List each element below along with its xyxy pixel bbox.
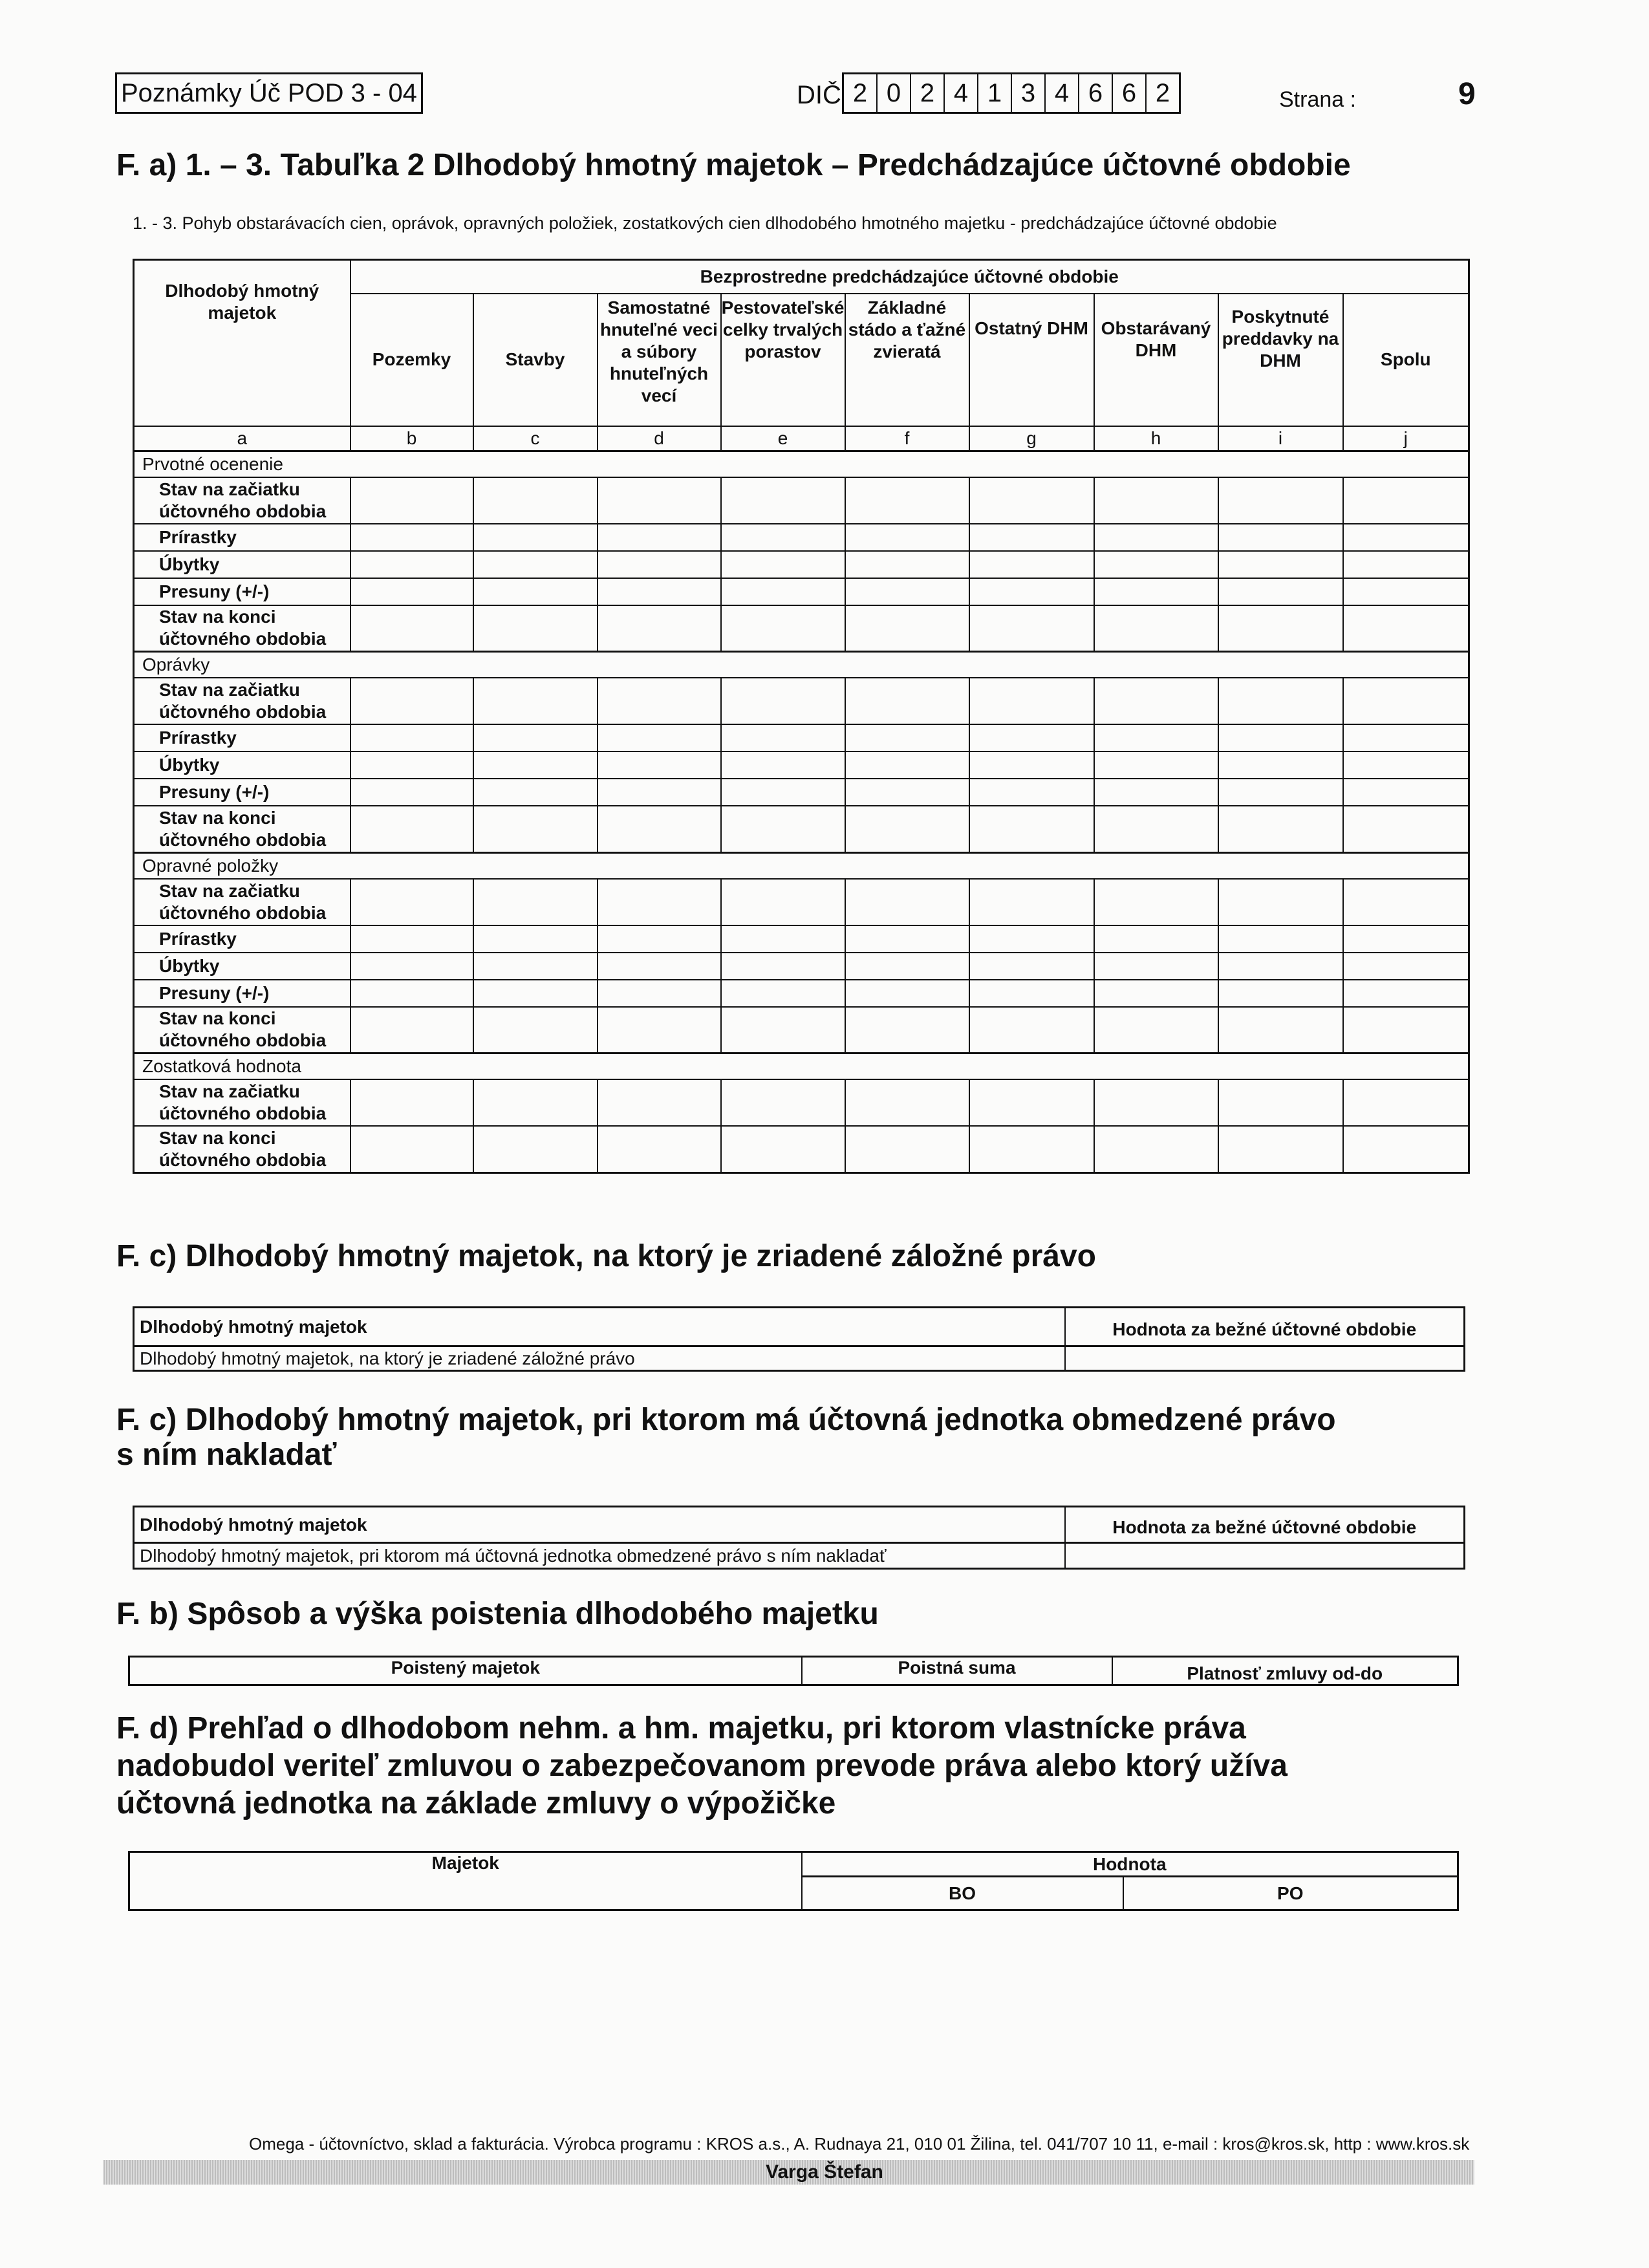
restricted-row-label: Dlhodobý hmotný majetok, pri ktorom má účtovná jednotka obmedzené právo s ním nakladať: [134, 1543, 1065, 1569]
cell[interactable]: [969, 925, 1094, 953]
row-label: Presuny (+/-): [134, 578, 350, 605]
cell[interactable]: [1094, 724, 1218, 751]
cell[interactable]: [721, 605, 845, 652]
ownership-col-bo: BO: [802, 1877, 1123, 1910]
row-label: Presuny (+/-): [134, 980, 350, 1007]
cell[interactable]: [598, 605, 721, 652]
table-row: [134, 806, 1469, 852]
cell[interactable]: [1343, 1079, 1469, 1126]
cell[interactable]: [845, 724, 969, 751]
col-header-pestovatelske-celky: Pestovateľské celky trvalých porastov: [721, 294, 845, 426]
cell[interactable]: [1218, 1007, 1343, 1053]
col-header-stavby: Stavby: [473, 294, 598, 426]
cell[interactable]: [1343, 779, 1469, 806]
ownership-col-value: Hodnota: [802, 1852, 1458, 1877]
cell[interactable]: [1218, 551, 1343, 578]
cell[interactable]: [473, 779, 598, 806]
cell[interactable]: [1094, 477, 1218, 524]
ownership-table: [128, 1851, 1459, 1911]
pledge-table: [133, 1306, 1465, 1372]
col-header-spolu: Spolu: [1343, 294, 1469, 426]
footer-name: Varga Štefan: [766, 2161, 883, 2183]
insurance-col-validity: Platnosť zmluvy od-do: [1112, 1657, 1458, 1685]
cell[interactable]: [1218, 1126, 1343, 1172]
cell[interactable]: [1343, 953, 1469, 980]
cell[interactable]: [969, 1007, 1094, 1053]
cell[interactable]: [350, 1126, 473, 1172]
cell[interactable]: [1218, 1079, 1343, 1126]
cell[interactable]: [1343, 1126, 1469, 1172]
cell[interactable]: [969, 751, 1094, 779]
cell[interactable]: [473, 953, 598, 980]
section-fd-title-line3: účtovná jednotka na základe zmluvy o výpožičke: [116, 1786, 836, 1820]
dic-digit: 2: [911, 74, 945, 112]
cell[interactable]: [845, 477, 969, 524]
cell[interactable]: [1343, 524, 1469, 551]
cell[interactable]: [598, 980, 721, 1007]
cell[interactable]: [598, 678, 721, 724]
cell[interactable]: [969, 477, 1094, 524]
cell[interactable]: [845, 551, 969, 578]
restricted-right-table: [133, 1506, 1465, 1570]
cell[interactable]: [350, 806, 473, 852]
section-fd-title-line1: F. d) Prehľad o dlhodobom nehm. a hm. majetku, pri ktorom vlastnícke práva: [116, 1711, 1246, 1745]
page-label: Strana :: [1279, 87, 1357, 112]
table-row: [134, 953, 1469, 980]
cell[interactable]: [1094, 980, 1218, 1007]
cell[interactable]: [1343, 1007, 1469, 1053]
dic-digit: 4: [945, 74, 978, 112]
dic-digit: 0: [878, 74, 911, 112]
dic-digit: 6: [1079, 74, 1113, 112]
row-label: Stav na konci účtovného obdobia: [134, 1007, 350, 1053]
pledge-row-value[interactable]: [1065, 1346, 1465, 1371]
cell[interactable]: [1343, 724, 1469, 751]
cell[interactable]: [1094, 806, 1218, 852]
cell[interactable]: [598, 953, 721, 980]
cell[interactable]: [1218, 953, 1343, 980]
cell[interactable]: [721, 578, 845, 605]
cell[interactable]: [1343, 879, 1469, 925]
cell[interactable]: [598, 806, 721, 852]
section-prvotne-ocenenie: Prvotné ocenenie: [134, 451, 1469, 477]
dic-digit: 3: [1012, 74, 1046, 112]
cell[interactable]: [1343, 678, 1469, 724]
col-header-ostatny-dhm: Ostatný DHM: [969, 294, 1094, 426]
cell[interactable]: [721, 925, 845, 953]
cell[interactable]: [969, 724, 1094, 751]
ownership-col-po: PO: [1123, 1877, 1458, 1910]
section-opravne-polozky: Opravné položky: [134, 852, 1469, 879]
row-label: Stav na konci účtovného obdobia: [134, 806, 350, 852]
cell[interactable]: [721, 724, 845, 751]
cell[interactable]: [473, 751, 598, 779]
col-letter: b: [350, 426, 473, 451]
col-header-hnutelne-veci: Samostatné hnuteľné veci a súbory hnuteľných vecí: [598, 294, 721, 426]
cell[interactable]: [1094, 551, 1218, 578]
cell[interactable]: [721, 678, 845, 724]
table-row: [134, 980, 1469, 1007]
cell[interactable]: [721, 551, 845, 578]
column-letters-row: [134, 426, 1469, 451]
pledge-col-asset: Dlhodobý hmotný majetok: [134, 1308, 1065, 1346]
cell[interactable]: [845, 524, 969, 551]
cell[interactable]: [969, 551, 1094, 578]
restricted-col-value: Hodnota za bežné účtovné obdobie: [1065, 1507, 1465, 1543]
col-letter: d: [598, 426, 721, 451]
row-label: Prírastky: [134, 925, 350, 953]
cell[interactable]: [1218, 751, 1343, 779]
col-letter: a: [134, 426, 350, 451]
dic-digits: [842, 72, 1181, 114]
cell[interactable]: [969, 980, 1094, 1007]
cell[interactable]: [1218, 605, 1343, 652]
cell[interactable]: [1094, 1079, 1218, 1126]
col-header-zakladne-stado: Základné stádo a ťažné zvieratá: [845, 294, 969, 426]
cell[interactable]: [845, 1126, 969, 1172]
cell[interactable]: [598, 925, 721, 953]
cell[interactable]: [350, 980, 473, 1007]
table-row: [134, 724, 1469, 751]
cell[interactable]: [1343, 551, 1469, 578]
cell[interactable]: [969, 779, 1094, 806]
insurance-col-asset: Poistený majetok: [129, 1657, 802, 1685]
cell[interactable]: [473, 724, 598, 751]
table-row: [134, 879, 1469, 925]
cell[interactable]: [473, 551, 598, 578]
col-letter: c: [473, 426, 598, 451]
cell[interactable]: [1218, 477, 1343, 524]
cell[interactable]: [473, 925, 598, 953]
cell[interactable]: [473, 980, 598, 1007]
col-letter: j: [1343, 426, 1469, 451]
cell[interactable]: [598, 524, 721, 551]
cell[interactable]: [350, 524, 473, 551]
cell[interactable]: [598, 1079, 721, 1126]
cell[interactable]: [598, 477, 721, 524]
section-opravky: Oprávky: [134, 652, 1469, 678]
cell[interactable]: [350, 751, 473, 779]
cell[interactable]: [969, 1126, 1094, 1172]
cell[interactable]: [1094, 678, 1218, 724]
insurance-col-sum: Poistná suma: [802, 1657, 1112, 1685]
cell[interactable]: [721, 806, 845, 852]
dic-digit: 2: [844, 74, 878, 112]
cell[interactable]: [1343, 806, 1469, 852]
cell[interactable]: [721, 751, 845, 779]
cell[interactable]: [721, 524, 845, 551]
cell[interactable]: [845, 751, 969, 779]
cell[interactable]: [721, 1126, 845, 1172]
table-row: [134, 524, 1469, 551]
cell[interactable]: [350, 605, 473, 652]
cell[interactable]: [1343, 477, 1469, 524]
cell[interactable]: [350, 477, 473, 524]
table-row: [134, 477, 1469, 524]
cell[interactable]: [969, 1079, 1094, 1126]
cell[interactable]: [1094, 925, 1218, 953]
cell[interactable]: [1094, 1126, 1218, 1172]
row-label: Prírastky: [134, 524, 350, 551]
cell[interactable]: [350, 879, 473, 925]
cell[interactable]: [1343, 925, 1469, 953]
group-header: Bezprostredne predchádzajúce účtovné obdobie: [350, 260, 1469, 294]
insurance-table: [128, 1656, 1459, 1686]
cell[interactable]: [473, 605, 598, 652]
cell[interactable]: [598, 1126, 721, 1172]
cell[interactable]: [350, 1079, 473, 1126]
table-row: [134, 1079, 1469, 1126]
cell[interactable]: [845, 806, 969, 852]
row-label: Stav na začiatku účtovného obdobia: [134, 879, 350, 925]
section-fd-title-line2: nadobudol veriteľ zmluvou o zabezpečovanom prevode práva alebo ktorý užíva: [116, 1749, 1288, 1783]
cell[interactable]: [969, 524, 1094, 551]
cell[interactable]: [721, 779, 845, 806]
row-label: Úbytky: [134, 551, 350, 578]
cell[interactable]: [473, 879, 598, 925]
cell[interactable]: [845, 953, 969, 980]
cell[interactable]: [721, 1079, 845, 1126]
cell[interactable]: [350, 953, 473, 980]
cell[interactable]: [350, 1007, 473, 1053]
section-fc1-title: F. c) Dlhodobý hmotný majetok, na ktorý je zriadené záložné právo: [116, 1239, 1096, 1273]
cell[interactable]: [1094, 578, 1218, 605]
cell[interactable]: [1094, 779, 1218, 806]
row-label: Úbytky: [134, 751, 350, 779]
row-label: Úbytky: [134, 953, 350, 980]
cell[interactable]: [1343, 578, 1469, 605]
table-row: [134, 751, 1469, 779]
cell[interactable]: [473, 1126, 598, 1172]
restricted-row-value[interactable]: [1065, 1543, 1465, 1569]
cell[interactable]: [845, 1007, 969, 1053]
cell[interactable]: [1343, 605, 1469, 652]
col-letter: f: [845, 426, 969, 451]
cell[interactable]: [1094, 1007, 1218, 1053]
footer-producer: Omega - účtovníctvo, sklad a fakturácia. Výrobca programu : KROS a.s., A. Rudnaya 21, 010 01 Žilina, tel. 041/707 10 11, e-mail : kros@kros.sk, http : www.kros.sk: [249, 2134, 1470, 2154]
cell[interactable]: [1343, 751, 1469, 779]
restricted-col-asset: Dlhodobý hmotný majetok: [134, 1507, 1065, 1543]
cell[interactable]: [1218, 779, 1343, 806]
cell[interactable]: [350, 779, 473, 806]
cell[interactable]: [969, 953, 1094, 980]
row-label: Stav na konci účtovného obdobia: [134, 1126, 350, 1172]
dic-digit: 4: [1046, 74, 1079, 112]
col-letter: g: [969, 426, 1094, 451]
col-letter: e: [721, 426, 845, 451]
col-header-preddavky: Poskytnuté preddavky na DHM: [1218, 294, 1343, 426]
cell[interactable]: [1218, 578, 1343, 605]
table-row: [134, 578, 1469, 605]
pledge-row-label: Dlhodobý hmotný majetok, na ktorý je zriadené záložné právo: [134, 1346, 1065, 1371]
cell[interactable]: [473, 477, 598, 524]
cell[interactable]: [721, 1007, 845, 1053]
table-row: [134, 605, 1469, 652]
cell[interactable]: [350, 551, 473, 578]
row-label: Stav na konci účtovného obdobia: [134, 605, 350, 652]
col-letter: h: [1094, 426, 1218, 451]
cell[interactable]: [1218, 925, 1343, 953]
section-fb-title: F. b) Spôsob a výška poistenia dlhodobého majetku: [116, 1597, 879, 1631]
cell[interactable]: [473, 1079, 598, 1126]
cell[interactable]: [845, 925, 969, 953]
section-fa-title: F. a) 1. – 3. Tabuľka 2 Dlhodobý hmotný majetok – Predchádzajúce účtovné obdobie: [116, 148, 1351, 182]
cell[interactable]: [350, 678, 473, 724]
cell[interactable]: [969, 578, 1094, 605]
dic-digit: 6: [1113, 74, 1147, 112]
row-label: Stav na začiatku účtovného obdobia: [134, 678, 350, 724]
cell[interactable]: [845, 678, 969, 724]
dic-digit: 2: [1155, 79, 1170, 107]
cell[interactable]: [598, 779, 721, 806]
cell[interactable]: [969, 605, 1094, 652]
cell[interactable]: [969, 678, 1094, 724]
row-label: Presuny (+/-): [134, 779, 350, 806]
section-fc2-title-line2: s ním nakladať: [116, 1438, 337, 1472]
pledge-col-value: Hodnota za bežné účtovné obdobie: [1065, 1308, 1465, 1346]
table-row: [134, 925, 1469, 953]
form-title: Poznámky Úč POD 3 - 04: [115, 72, 423, 114]
cell[interactable]: [1218, 980, 1343, 1007]
cell[interactable]: [969, 879, 1094, 925]
section-fa-subtitle: 1. - 3. Pohyb obstarávacích cien, oprávok, opravných položiek, zostatkových cien dlhodobého hmotného majetku - predchádzajúce účtovné obdobie: [133, 213, 1277, 233]
cell[interactable]: [1218, 806, 1343, 852]
dic-label: DIČ: [797, 81, 841, 109]
page-number: 9: [1458, 77, 1476, 111]
cell[interactable]: [350, 578, 473, 605]
cell[interactable]: [1218, 879, 1343, 925]
cell[interactable]: [350, 724, 473, 751]
cell[interactable]: [845, 980, 969, 1007]
cell[interactable]: [721, 980, 845, 1007]
cell[interactable]: [473, 806, 598, 852]
cell[interactable]: [721, 879, 845, 925]
row-label: Prírastky: [134, 724, 350, 751]
cell[interactable]: [845, 879, 969, 925]
cell[interactable]: [1094, 751, 1218, 779]
dhm-movement-table: [133, 259, 1470, 1174]
cell[interactable]: [1094, 605, 1218, 652]
cell[interactable]: [845, 1079, 969, 1126]
cell[interactable]: [969, 806, 1094, 852]
cell[interactable]: [1094, 524, 1218, 551]
cell[interactable]: [1094, 879, 1218, 925]
cell[interactable]: [1218, 724, 1343, 751]
table-row: [134, 1126, 1469, 1172]
col-header-pozemky: Pozemky: [350, 294, 473, 426]
cell[interactable]: [473, 578, 598, 605]
cell[interactable]: [721, 477, 845, 524]
row-label: Stav na začiatku účtovného obdobia: [134, 477, 350, 524]
col-letter: i: [1218, 426, 1343, 451]
cell[interactable]: [1094, 953, 1218, 980]
cell[interactable]: [598, 1007, 721, 1053]
table-row: [134, 779, 1469, 806]
ownership-col-asset: Majetok: [129, 1852, 802, 1910]
row-header: Dlhodobý hmotný majetok: [134, 260, 350, 426]
cell[interactable]: [845, 779, 969, 806]
col-header-obstaravany-dhm: Obstarávaný DHM: [1094, 294, 1218, 426]
cell[interactable]: [1343, 980, 1469, 1007]
cell[interactable]: [598, 724, 721, 751]
cell[interactable]: [473, 1007, 598, 1053]
table-row: [134, 678, 1469, 724]
dic-digit: 1: [978, 74, 1012, 112]
cell[interactable]: [1218, 524, 1343, 551]
cell[interactable]: [598, 751, 721, 779]
cell[interactable]: [598, 578, 721, 605]
row-label: Stav na začiatku účtovného obdobia: [134, 1079, 350, 1126]
cell[interactable]: [598, 551, 721, 578]
cell[interactable]: [350, 925, 473, 953]
cell[interactable]: [473, 678, 598, 724]
cell[interactable]: [845, 578, 969, 605]
section-fc2-title-line1: F. c) Dlhodobý hmotný majetok, pri ktorom má účtovná jednotka obmedzené právo: [116, 1403, 1336, 1437]
cell[interactable]: [598, 879, 721, 925]
table-row: [134, 551, 1469, 578]
cell[interactable]: [845, 605, 969, 652]
cell[interactable]: [1218, 678, 1343, 724]
cell[interactable]: [721, 953, 845, 980]
section-zostatkova-hodnota: Zostatková hodnota: [134, 1053, 1469, 1080]
cell[interactable]: [473, 524, 598, 551]
table-row: [134, 1007, 1469, 1053]
